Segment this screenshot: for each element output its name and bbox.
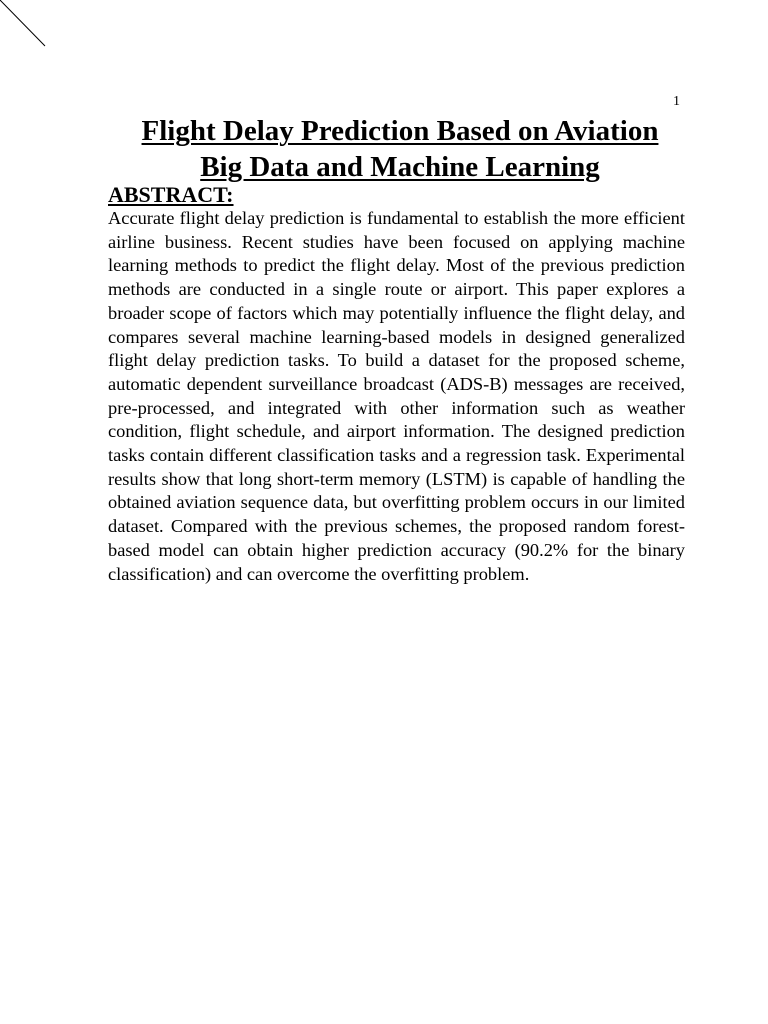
abstract-heading: ABSTRACT: [108,182,234,207]
page-corner-fold-line [0,0,50,50]
paper-title-line-2: Big Data and Machine Learning [200,151,600,183]
paper-title-line-1: Flight Delay Prediction Based on Aviation [141,115,659,147]
abstract-body: Accurate flight delay prediction is fundamental to establish the more efficient airline business. Recent studies have been focused on applying machine learning methods to predict the flight delay. Most of the previous prediction methods are conducted in a single route or airport. This paper explores a broader scope of factors which may potentially influence the flight delay, and compares several machine learning-based models in designed generalized flight delay prediction tasks. To build a dataset for the proposed scheme, automatic dependent surveillance broadcast (ADS-B) messages are received, pre-processed, and integrated with other information such as weather condition, flight schedule, and airport information. The designed prediction tasks contain different classification tasks and a regression task. Experimental results show that long short-term memory (LSTM) is capable of handling the obtained aviation sequence data, but overfitting problem occurs in our limited dataset. Compared with the previous schemes, the proposed random forest-based model can obtain higher prediction accuracy (90.2% for the binary classification) and can overcome the overfitting problem. [108,208,685,584]
paper-title [100,113,700,185]
page-number: 1 [673,94,680,109]
